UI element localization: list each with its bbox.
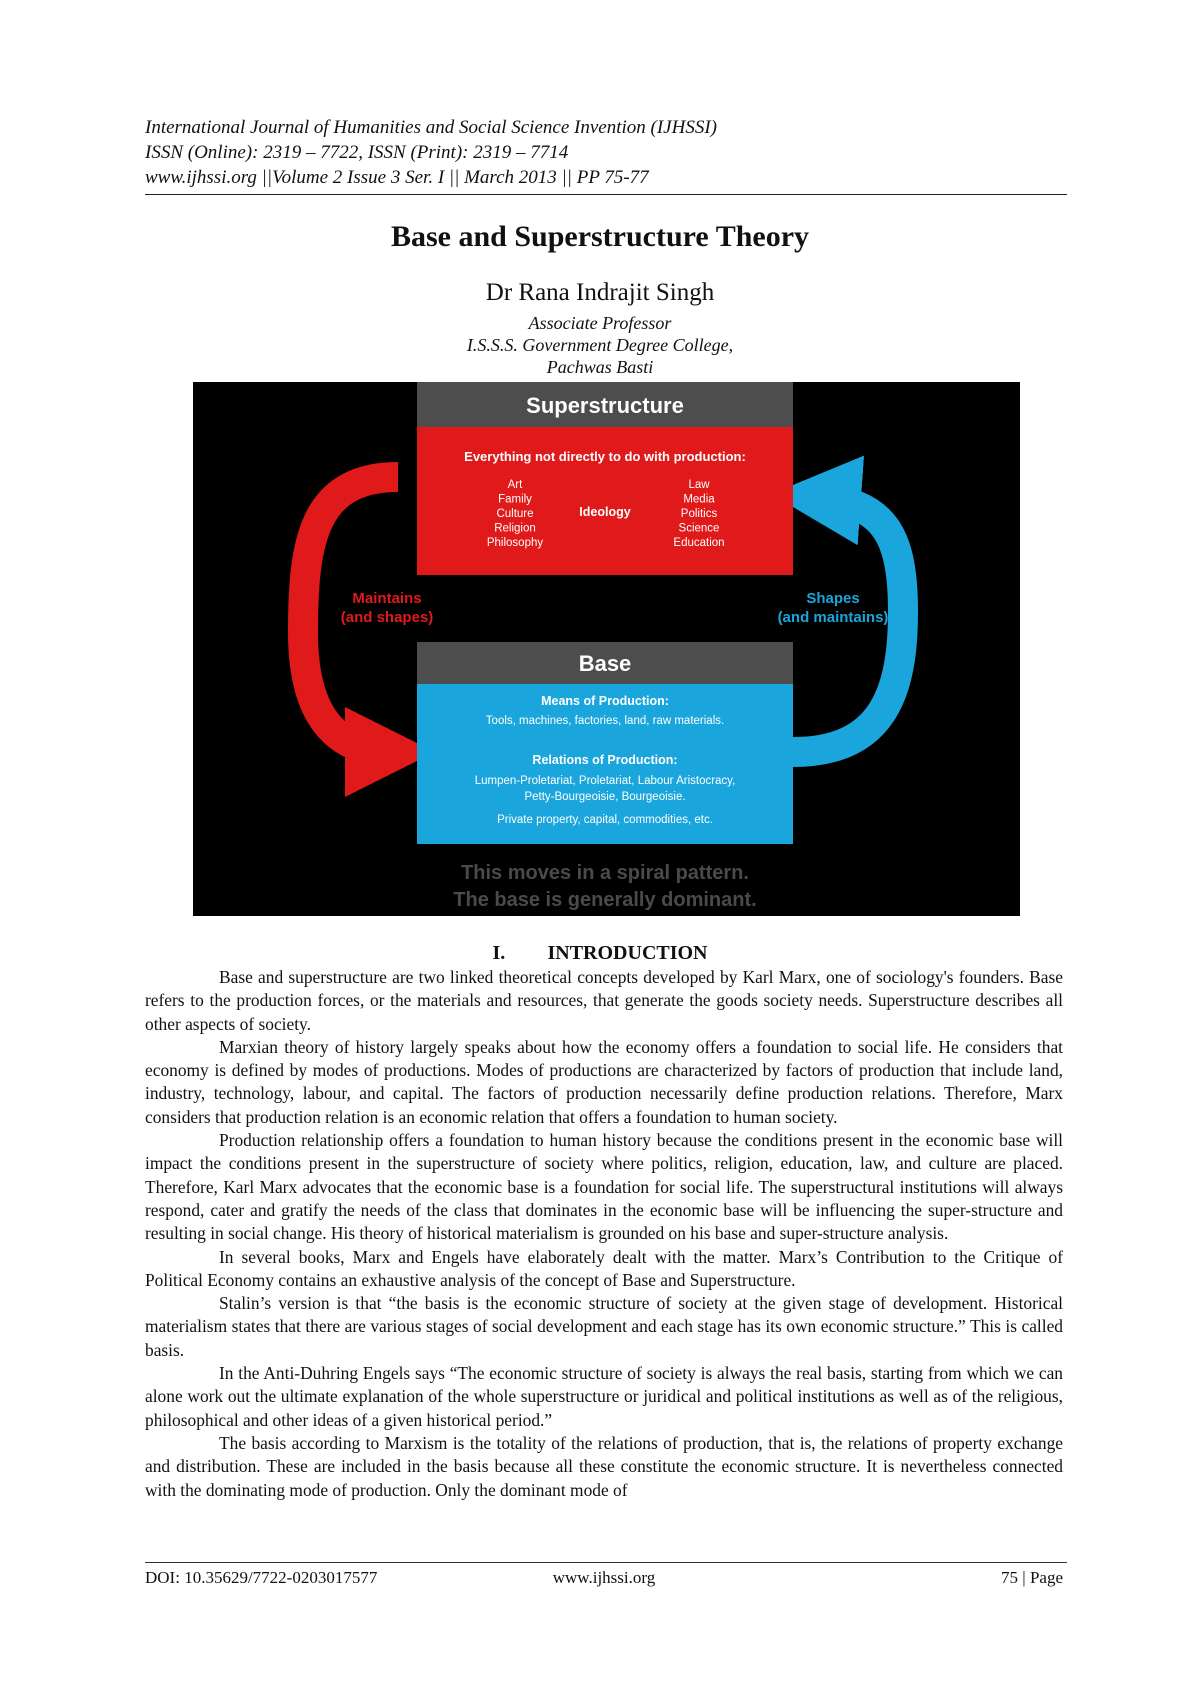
paragraph: In several books, Marx and Engels have elaborately dealt with the matter. Marx’s Contribution to the Critique of Political Economy contains an exhaustive analysis of the concept of Base and Superstructure. <box>145 1246 1063 1290</box>
journal-name: International Journal of Humanities and Social Science Invention (IJHSSI) <box>145 117 717 138</box>
paragraph: Stalin’s version is that “the basis is the economic structure of society at the given stage of development. Historical materialism states that there are various stages of social development and each stage has its own economic structure.” This is called basis. <box>145 1293 1063 1360</box>
body-text <box>145 966 1063 1502</box>
shapes-label: Shapes <box>806 590 860 607</box>
paragraph: Base and superstructure are two linked theoretical concepts developed by Karl Marx, one of sociology's founders. Base refers to the production forces, or the materials and resources, that generate the goods society needs. Superstructure describes all other aspects of society. <box>145 967 1063 1034</box>
superstructure-left-item-family: Family <box>498 493 532 506</box>
superstructure-left-item-philosophy: Philosophy <box>486 537 544 549</box>
author-name: Dr Rana Indrajit Singh <box>485 279 715 306</box>
property-text: Private property, capital, commodities, etc. <box>497 814 713 826</box>
base-superstructure-figure <box>193 382 1020 916</box>
author-affiliation <box>0 312 1200 378</box>
shapes-sublabel: (and maintains) <box>777 609 889 626</box>
superstructure-subtitle: Everything not directly to do with production: <box>464 449 746 464</box>
maintains-sublabel: (and shapes) <box>340 609 434 626</box>
figure-caption-line-2: The base is generally dominant. <box>453 889 757 911</box>
superstructure-right-item-media: Media <box>683 493 715 506</box>
superstructure-right-item-education: Education <box>673 537 725 549</box>
footer-rule <box>145 1562 1067 1563</box>
means-text: Tools, machines, factories, land, raw materials. <box>485 715 725 727</box>
author-institution: I.S.S.S. Government Degree College, <box>466 335 734 355</box>
section-heading <box>0 942 1200 965</box>
paragraph: In the Anti-Duhring Engels says “The economic structure of society is always the real basis, starting from which we can alone work out the ultimate explanation of the whole superstructure or juridical and political institutions as well as of the religious, philosophical and other ideas of a given historical period.” <box>145 1363 1063 1430</box>
relations-text-line-1: Lumpen-Proletariat, Proletariat, Labour Aristocracy, <box>474 775 736 787</box>
paper-title: Base and Superstructure Theory <box>390 220 810 253</box>
superstructure-right-item-politics: Politics <box>680 508 718 520</box>
paragraph: Production relationship offers a foundation to human history because the conditions present in the economic base will impact the conditions present in the superstructure of society where politics, religion, education, law, and culture are placed. Therefore, Karl Marx advocates that the economic base is a foundation for social life. The superstructural institutions will always respond, cater and gratify the needs of the class that dominates in the economic base will be influencing the super-structure and resulting in social change. His theory of historical materialism is grounded on his base and super-structure analysis. <box>145 1130 1063 1244</box>
superstructure-right-item-science: Science <box>678 522 720 535</box>
header-rule <box>145 194 1067 195</box>
superstructure-left-item-religion: Religion <box>494 522 536 535</box>
footer-site: www.ijhssi.org <box>552 1568 656 1587</box>
superstructure-left-item-culture: Culture <box>496 508 534 520</box>
relations-heading: Relations of Production: <box>532 753 678 767</box>
figure-caption-line-1: This moves in a spiral pattern. <box>461 862 749 884</box>
superstructure-right-item-law: Law <box>688 479 710 491</box>
section-number: I. <box>492 942 506 964</box>
relations-text-line-2: Petty-Bourgeoisie, Bourgeoisie. <box>524 791 686 803</box>
journal-header <box>145 115 1067 190</box>
author-position: Associate Professor <box>528 313 672 333</box>
paragraph: The basis according to Marxism is the totality of the relations of production, that is, the relations of property exchange and distribution. These are included in the basis because all these constitute the economic structure. It is nevertheless connected with the dominating mode of production. Only the dominant mode of <box>145 1432 1063 1500</box>
journal-issue: www.ijhssi.org ||Volume 2 Issue 3 Ser. I || March 2013 || PP 75-77 <box>145 167 649 188</box>
means-heading: Means of Production: <box>541 694 669 708</box>
superstructure-center-item: Ideology <box>579 505 631 519</box>
paragraph: Marxian theory of history largely speaks about how the economy offers a foundation to social life. He considers that economy is defined by modes of productions. Modes of productions are characterized by factors of production that include land, industry, technology, labour, and capital. The factors of production necessarily define production relations. Therefore, Marx considers that production relation is an economic relation that offers a foundation to human society. <box>145 1036 1063 1127</box>
author-location: Pachwas Basti <box>546 357 654 377</box>
footer-doi: DOI: 10.35629/7722-0203017577 <box>145 1568 378 1587</box>
footer-page-number: 75 | Page <box>1001 1568 1063 1587</box>
maintains-label: Maintains <box>352 590 422 607</box>
section-title: INTRODUCTION <box>547 942 708 964</box>
journal-issn: ISSN (Online): 2319 – 7722, ISSN (Print): 2319 – 7714 <box>145 142 569 163</box>
superstructure-title: Superstructure <box>526 393 684 418</box>
superstructure-left-item-art: Art <box>507 479 523 491</box>
base-title: Base <box>578 651 632 676</box>
